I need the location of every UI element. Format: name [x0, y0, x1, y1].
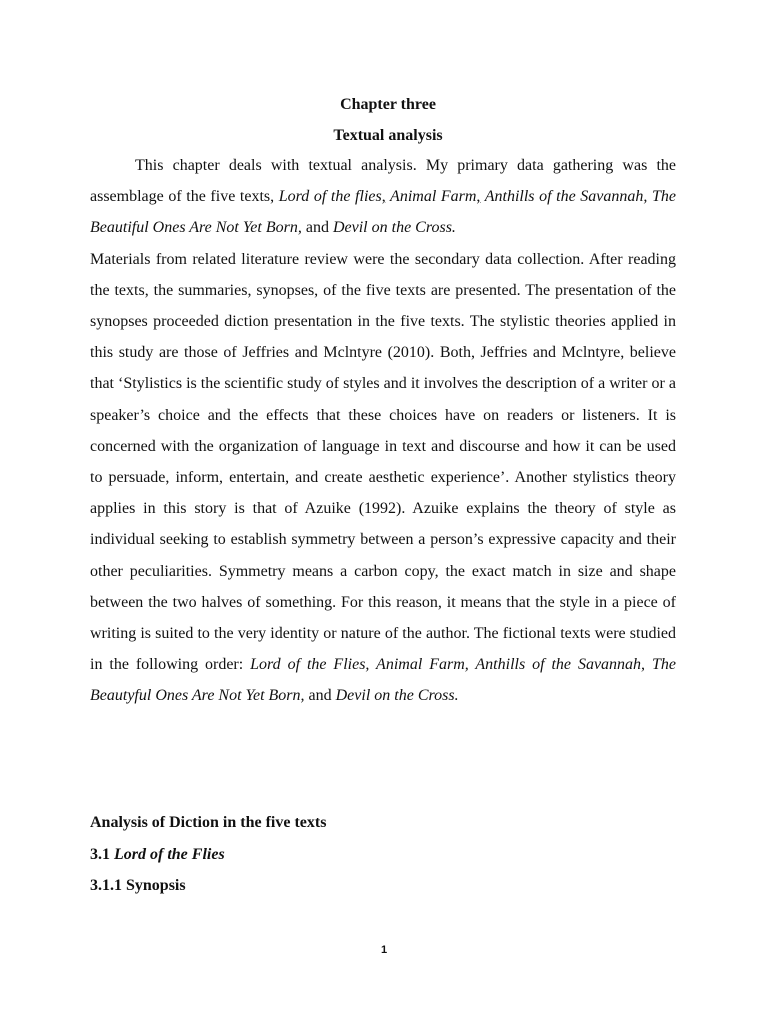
body-text [90, 150, 676, 712]
methodology-text: Materials from related literature review were the secondary data collection. After reading the texts, the summaries, synopses, of the five texts are presented. The presentation of the synopses proceeded diction presentation in the five texts. The stylistic theories applied in this study are those of Jeffries and Mclntyre (2010). Both, Jeffries and Mclntyre, believe that ‘Stylistics is the scientific study of styles and it involves the description of a writer or a speaker’s choice and the effects that these choices have on readers or listeners. It is concerned with the organization of language in text and discourse and how it can be used to persuade, inform, entertain, and create aesthetic experience’. Another stylistics theory applies in this story is that of Azuike (1992). Azuike explains the theory of style as individual seeking to establish symmetry between a person’s expressive capacity and their other peculiarities. Symmetry means a carbon copy, the exact match in size and shape between the two halves of something. For this reason, it means that the style in a piece of writing is suited to the very identity or nature of the author. The fictional texts were studied in the following order: [90, 250, 676, 674]
intro-text: This chapter deals with textual analysis. My primary data gathering was the assemblage of the five texts, [90, 157, 676, 206]
intro-paragraph [90, 150, 676, 244]
separator-comma: , [476, 188, 481, 206]
methodology-paragraph [90, 244, 676, 712]
conjunction: and [304, 687, 336, 705]
section-heading [90, 845, 225, 865]
book-title: Devil on the Cross. [332, 219, 456, 237]
section-title: Lord of the Flies [114, 846, 225, 863]
page-number: 1 [380, 944, 388, 956]
conjunction: and [301, 219, 333, 237]
separator-comma: , [381, 188, 386, 206]
book-title: Anthills of the Savannah, The Beautiful Ones Are Not Yet Born, [90, 188, 677, 237]
book-title: Lord of the flies [278, 188, 382, 206]
chapter-title: Chapter three [340, 96, 436, 113]
book-titles: Lord of the Flies, Animal Farm, Anthills of the Savannah, The Beautyful Ones Are Not Yet Born, [90, 656, 676, 705]
subsection-heading: 3.1.1 Synopsis [90, 877, 186, 894]
section-number: 3.1 [90, 846, 110, 863]
book-title: Animal Farm [385, 188, 477, 206]
chapter-subtitle: Textual analysis [333, 127, 443, 144]
analysis-heading: Analysis of Diction in the five texts [90, 814, 327, 831]
book-title: Devil on the Cross. [335, 687, 459, 705]
